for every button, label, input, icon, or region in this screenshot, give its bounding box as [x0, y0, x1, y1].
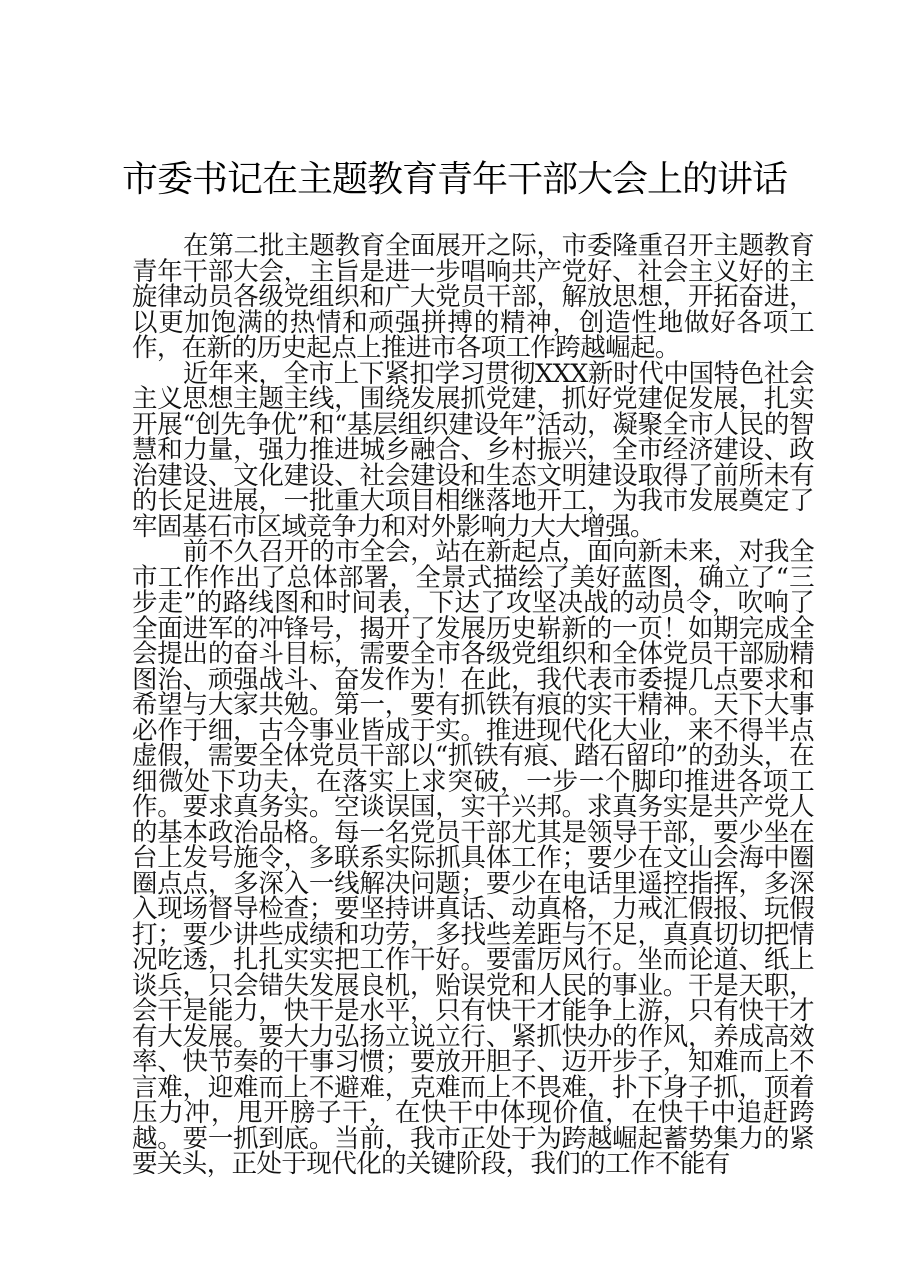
document-body	[132, 231, 814, 1179]
document-title: 市委书记在主题教育青年干部大会上的讲话	[121, 159, 787, 200]
paragraph: 前不久召开的市全会，站在新起点，面向新未来，对我全市工作作出了总体部署，全景式描绘了美好蓝图，确立了“三步走”的路线图和时间表，下达了攻坚决战的动员令，吹响了全面进军的冲锋号，揭开了发展历史崭新的一页！如期完成全会提出的奋斗目标，需要全市各级党组织和全体党员干部励精图治、顽强战斗、奋发作为！在此，我代表市委提几点要求和希望与大家共勉。第一，要有抓铁有痕的实干精神。天下大事必作于细，古今事业皆成于实。推进现代化大业，来不得半点虚假，需要全体党员干部以“抓铁有痕、踏石留印”的劲头，在细微处下功夫，在落实上求突破，一步一个脚印推进各项工作。要求真务实。空谈误国，实干兴邦。求真务实是共产党人的基本政治品格。每一名党员干部尤其是领导干部，要少坐在台上发号施令，多联系实际抓具体工作；要少在文山会海中圈圈点点，多深入一线解决问题；要少在电话里遥控指挥，多深入现场督导检查；要坚持讲真话、动真格，力戒汇假报、玩假打；要少讲些成绩和功劳，多找些差距与不足，真真切切把情况吃透，扎扎实实把工作干好。要雷厉风行。坐而论道、纸上谈兵，只会错失发展良机，贻误党和人民的事业。干是天职，会干是能力，快干是水平，只有快干才能争上游，只有快干才有大发展。要大力弘扬立说立行、紧抓快办的作风，养成高效率、快节奏的干事习惯；要放开胆子、迈开步子，知难而上不言难，迎难而上不避难，克难而上不畏难，扑下身子抓，顶着压力冲，甩开膀子干，在快干中体现价值，在快干中追赶跨越。要一抓到底。当前，我市正处于为跨越崛起蓄势集力的紧要关头，正处于现代化的关键阶段，我们的工作不能有	[132, 537, 814, 1179]
paragraph: 在第二批主题教育全面展开之际，市委隆重召开主题教育青年干部大会，主旨是进一步唱响共产党好、社会主义好的主旋律动员各级党组织和广大党员干部，解放思想，开拓奋进，以更加饱满的热情和顽强拼搏的精神，创造性地做好各项工作，在新的历史起点上推进市各项工作跨越崛起。	[132, 231, 814, 363]
paragraph: 近年来，全市上下紧扣学习贯彻XXX新时代中国特色社会主义思想主题主线，围绕发展抓党建，抓好党建促发展，扎实开展“创先争优”和“基层组织建设年”活动，凝聚全市人民的智慧和力量，强力推进城乡融合、乡村振兴，全市经济建设、政治建设、文化建设、社会建设和生态文明建设取得了前所未有的长足进展，一批重大项目相继落地开工，为我市发展奠定了牢固基石市区域竞争力和对外影响力大大增强。	[132, 358, 814, 542]
